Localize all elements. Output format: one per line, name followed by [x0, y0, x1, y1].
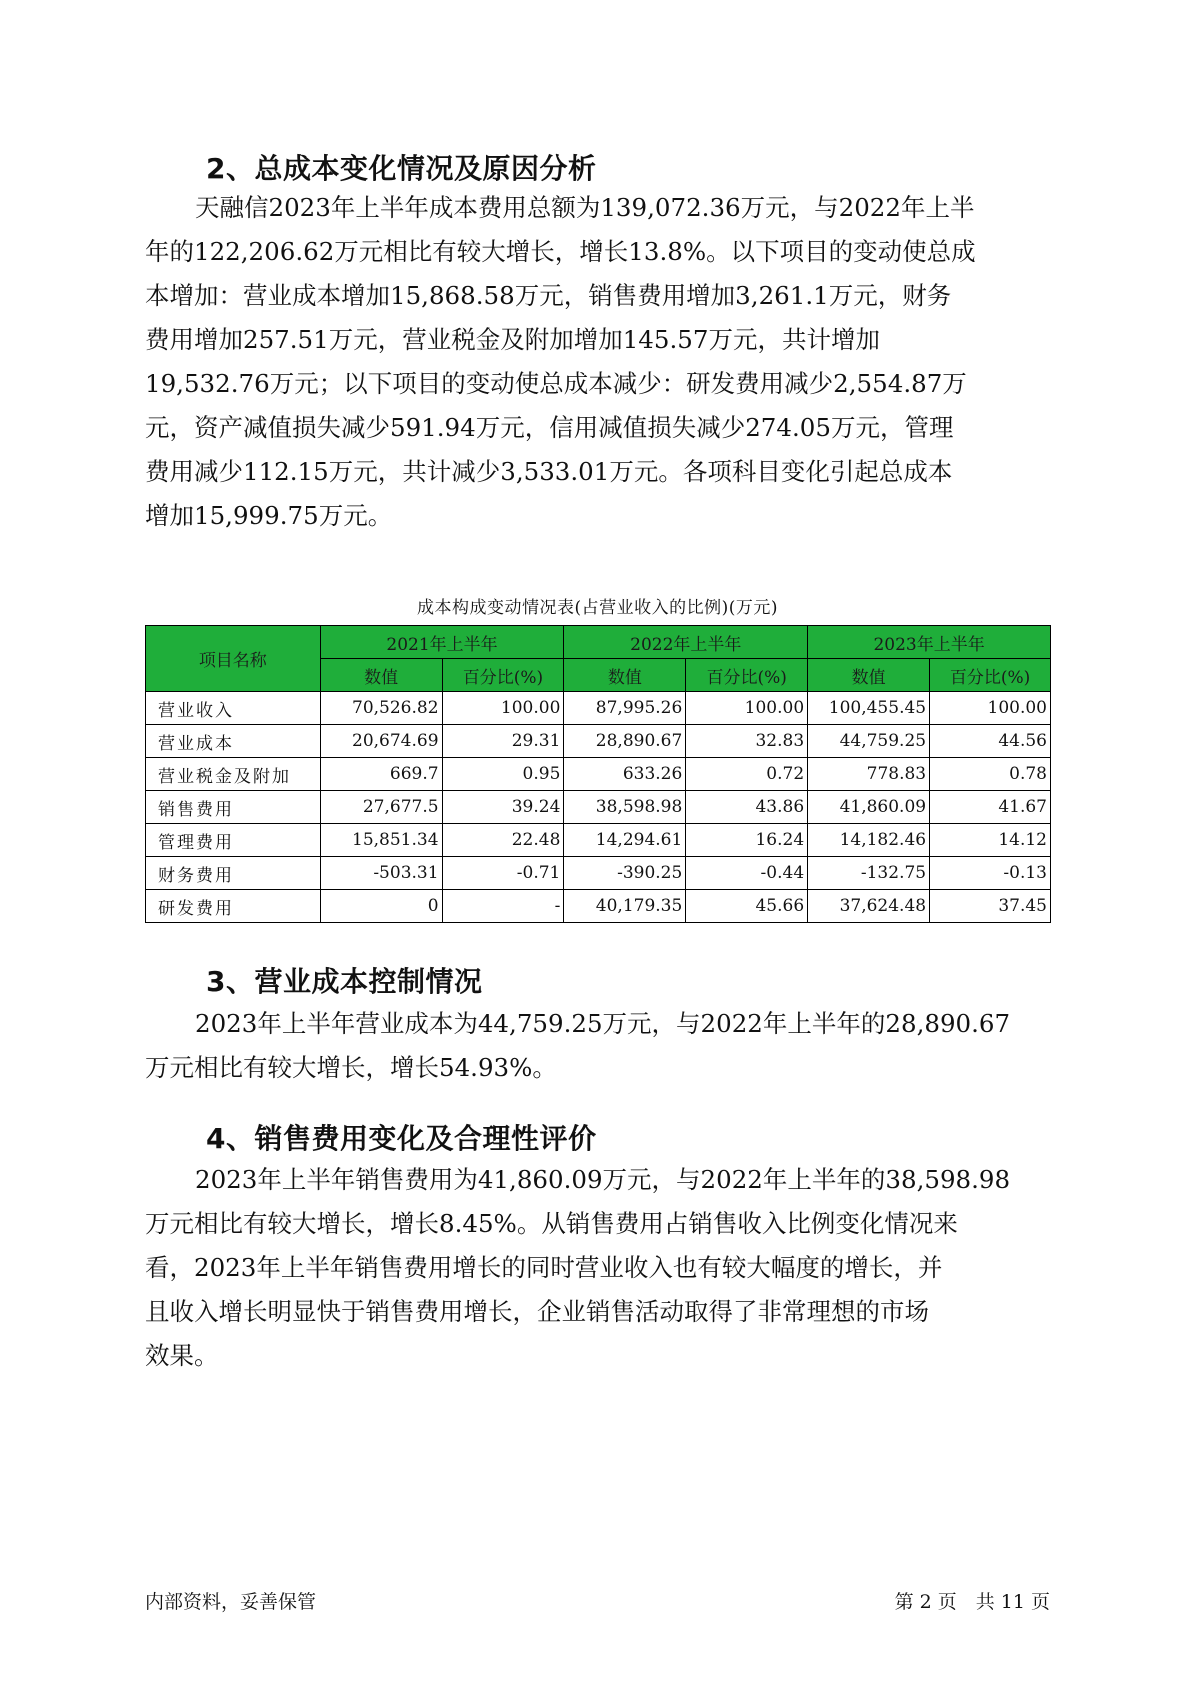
header-value: 数值 — [808, 659, 930, 692]
cell-value: 14,182.46 — [808, 824, 930, 857]
header-year-2023: 2023年上半年 — [808, 626, 1051, 659]
row-item-name: 研发费用 — [146, 890, 321, 923]
table-row — [146, 857, 1051, 890]
cell-value: 0 — [320, 890, 442, 923]
cell-percent: 0.72 — [686, 758, 808, 791]
paragraph-line: 年的122,206.62万元相比有较大增长，增长13.8%。以下项目的变动使总成 — [145, 237, 976, 266]
cell-value: 44,759.25 — [808, 725, 930, 758]
cell-value: 27,677.5 — [320, 791, 442, 824]
cell-value: 100,455.45 — [808, 692, 930, 725]
cell-percent: 43.86 — [686, 791, 808, 824]
cell-value: 70,526.82 — [320, 692, 442, 725]
section-2-heading: 2、总成本变化情况及原因分析 — [206, 152, 597, 185]
row-item-name: 营业成本 — [146, 725, 321, 758]
table-caption: 成本构成变动情况表(占营业收入的比例)(万元) — [416, 598, 779, 618]
table-row — [146, 692, 1051, 725]
table-row — [146, 725, 1051, 758]
row-item-name: 财务费用 — [146, 857, 321, 890]
cell-value: 669.7 — [320, 758, 442, 791]
paragraph-line: 万元相比有较大增长，增长8.45%。从销售费用占销售收入比例变化情况来 — [145, 1209, 958, 1238]
cell-value: 37,624.48 — [808, 890, 930, 923]
cell-percent: 29.31 — [442, 725, 564, 758]
header-value: 数值 — [320, 659, 442, 692]
paragraph-line: 19,532.76万元；以下项目的变动使总成本减少：研发费用减少2,554.87万 — [145, 369, 967, 398]
table-row — [146, 791, 1051, 824]
cell-value: 14,294.61 — [564, 824, 686, 857]
cell-value: 87,995.26 — [564, 692, 686, 725]
cell-value: 633.26 — [564, 758, 686, 791]
cell-percent: 39.24 — [442, 791, 564, 824]
paragraph-line: 本增加：营业成本增加15,868.58万元，销售费用增加3,261.1万元，财务 — [145, 281, 952, 310]
cell-value: -390.25 — [564, 857, 686, 890]
cell-percent: 45.66 — [686, 890, 808, 923]
section-3-heading: 3、营业成本控制情况 — [206, 965, 483, 998]
cell-percent: - — [442, 890, 564, 923]
cost-structure-table — [145, 625, 1051, 923]
cell-value: 20,674.69 — [320, 725, 442, 758]
paragraph-line: 费用增加257.51万元，营业税金及附加增加145.57万元，共计增加 — [145, 325, 880, 354]
paragraph-line: 2023年上半年销售费用为41,860.09万元，与2022年上半年的38,598.98 — [195, 1165, 1011, 1194]
header-item-name: 项目名称 — [146, 626, 321, 692]
cell-value: -503.31 — [320, 857, 442, 890]
table-row — [146, 758, 1051, 791]
cell-percent: 16.24 — [686, 824, 808, 857]
cell-value: 15,851.34 — [320, 824, 442, 857]
cell-value: 41,860.09 — [808, 791, 930, 824]
cell-percent: 100.00 — [686, 692, 808, 725]
header-percent: 百分比(%) — [930, 659, 1051, 692]
section-3-paragraph — [145, 1002, 1050, 1090]
cell-percent: 22.48 — [442, 824, 564, 857]
paragraph-line: 元，资产减值损失减少591.94万元，信用减值损失减少274.05万元，管理 — [145, 413, 954, 442]
paragraph-line: 效果。 — [145, 1341, 219, 1370]
cell-value: 40,179.35 — [564, 890, 686, 923]
paragraph-line: 天融信2023年上半年成本费用总额为139,072.36万元，与2022年上半 — [195, 193, 975, 222]
row-item-name: 营业收入 — [146, 692, 321, 725]
paragraph-line: 看，2023年上半年销售费用增长的同时营业收入也有较大幅度的增长，并 — [145, 1253, 943, 1282]
header-value: 数值 — [564, 659, 686, 692]
header-percent: 百分比(%) — [442, 659, 564, 692]
table-header-row — [146, 626, 1051, 659]
cell-percent: 14.12 — [930, 824, 1051, 857]
cell-percent: 41.67 — [930, 791, 1051, 824]
row-item-name: 管理费用 — [146, 824, 321, 857]
cell-percent: 0.95 — [442, 758, 564, 791]
row-item-name: 营业税金及附加 — [146, 758, 321, 791]
cell-percent: 100.00 — [442, 692, 564, 725]
table-row — [146, 824, 1051, 857]
header-year-2022: 2022年上半年 — [564, 626, 808, 659]
section-4-paragraph — [145, 1158, 1050, 1378]
cell-percent: 0.78 — [930, 758, 1051, 791]
cell-value: 28,890.67 — [564, 725, 686, 758]
cell-percent: -0.44 — [686, 857, 808, 890]
cell-value: -132.75 — [808, 857, 930, 890]
cell-value: 38,598.98 — [564, 791, 686, 824]
cell-percent: 44.56 — [930, 725, 1051, 758]
section-2-paragraph — [145, 186, 1050, 538]
section-4-heading: 4、销售费用变化及合理性评价 — [206, 1122, 597, 1155]
paragraph-line: 增加15,999.75万元。 — [145, 501, 393, 530]
cell-percent: 100.00 — [930, 692, 1051, 725]
table-row — [146, 890, 1051, 923]
footer-page-number: 第 2 页 共 11 页 — [894, 1591, 1050, 1613]
cell-percent: 37.45 — [930, 890, 1051, 923]
header-percent: 百分比(%) — [686, 659, 808, 692]
paragraph-line: 万元相比有较大增长，增长54.93%。 — [145, 1053, 557, 1082]
paragraph-line: 费用减少112.15万元，共计减少3,533.01万元。各项科目变化引起总成本 — [145, 457, 953, 486]
paragraph-line: 2023年上半年营业成本为44,759.25万元，与2022年上半年的28,890.67 — [195, 1009, 1011, 1038]
footer-confidential-note: 内部资料，妥善保管 — [145, 1591, 317, 1613]
cell-percent: 32.83 — [686, 725, 808, 758]
paragraph-line: 且收入增长明显快于销售费用增长，企业销售活动取得了非常理想的市场 — [145, 1297, 929, 1326]
cell-percent: -0.71 — [442, 857, 564, 890]
cell-percent: -0.13 — [930, 857, 1051, 890]
cell-value: 778.83 — [808, 758, 930, 791]
header-year-2021: 2021年上半年 — [320, 626, 564, 659]
row-item-name: 销售费用 — [146, 791, 321, 824]
